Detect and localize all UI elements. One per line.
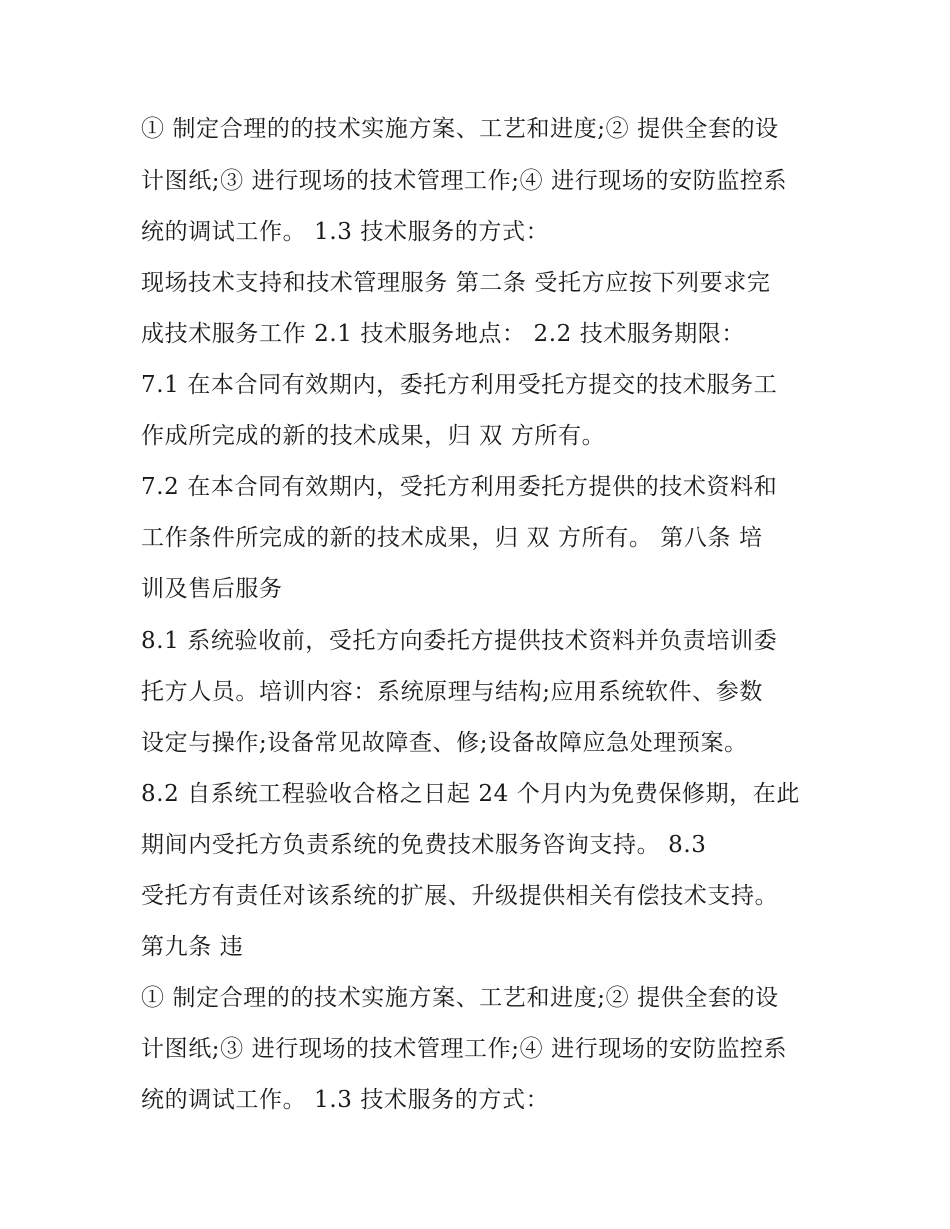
text-line: 8.1 系统验收前，受托方向委托方提供技术资料并负责培训委: [141, 628, 778, 654]
text-line: 设定与操作;设备常见故障查、修;设备故障应急处理预案。: [141, 730, 748, 756]
text-line: 工作条件所完成的新的技术成果，归 双 方所有。 第八条 培: [141, 525, 763, 551]
text-line: 训及售后服务: [141, 576, 283, 602]
text-line: 统的调试工作。 1.3 技术服务的方式：: [141, 1087, 550, 1113]
text-line: ① 制定合理的的技术实施方案、工艺和进度;② 提供全套的设: [141, 116, 779, 142]
text-line: 7.1 在本合同有效期内，委托方利用受托方提交的技术服务工: [141, 372, 778, 398]
text-line: 8.2 自系统工程验收合格之日起 24 个月内为免费保修期，在此: [141, 781, 800, 807]
text-line: 受托方有责任对该系统的扩展、升级提供相关有偿技术支持。: [141, 883, 779, 909]
text-line: 期间内受托方负责系统的免费技术服务咨询支持。 8.3: [141, 832, 707, 858]
text-line: 托方人员。培训内容：系统原理与结构;应用系统软件、参数: [141, 679, 763, 705]
text-line: 现场技术支持和技术管理服务 第二条 受托方应按下列要求完: [141, 270, 771, 296]
text-line: 统的调试工作。 1.3 技术服务的方式：: [141, 219, 550, 245]
text-line: 成技术服务工作 2.1 技术服务地点： 2.2 技术服务期限：: [141, 321, 745, 347]
text-line: 计图纸;③ 进行现场的技术管理工作;④ 进行现场的安防监控系: [141, 1036, 788, 1062]
text-line: ① 制定合理的的技术实施方案、工艺和进度;② 提供全套的设: [141, 985, 779, 1011]
text-line: 计图纸;③ 进行现场的技术管理工作;④ 进行现场的安防监控系: [141, 168, 788, 194]
text-line: 第九条 违: [141, 934, 244, 960]
text-line: 作成所完成的新的技术成果，归 双 方所有。: [141, 423, 606, 449]
text-line: 7.2 在本合同有效期内，受托方利用委托方提供的技术资料和: [141, 474, 778, 500]
